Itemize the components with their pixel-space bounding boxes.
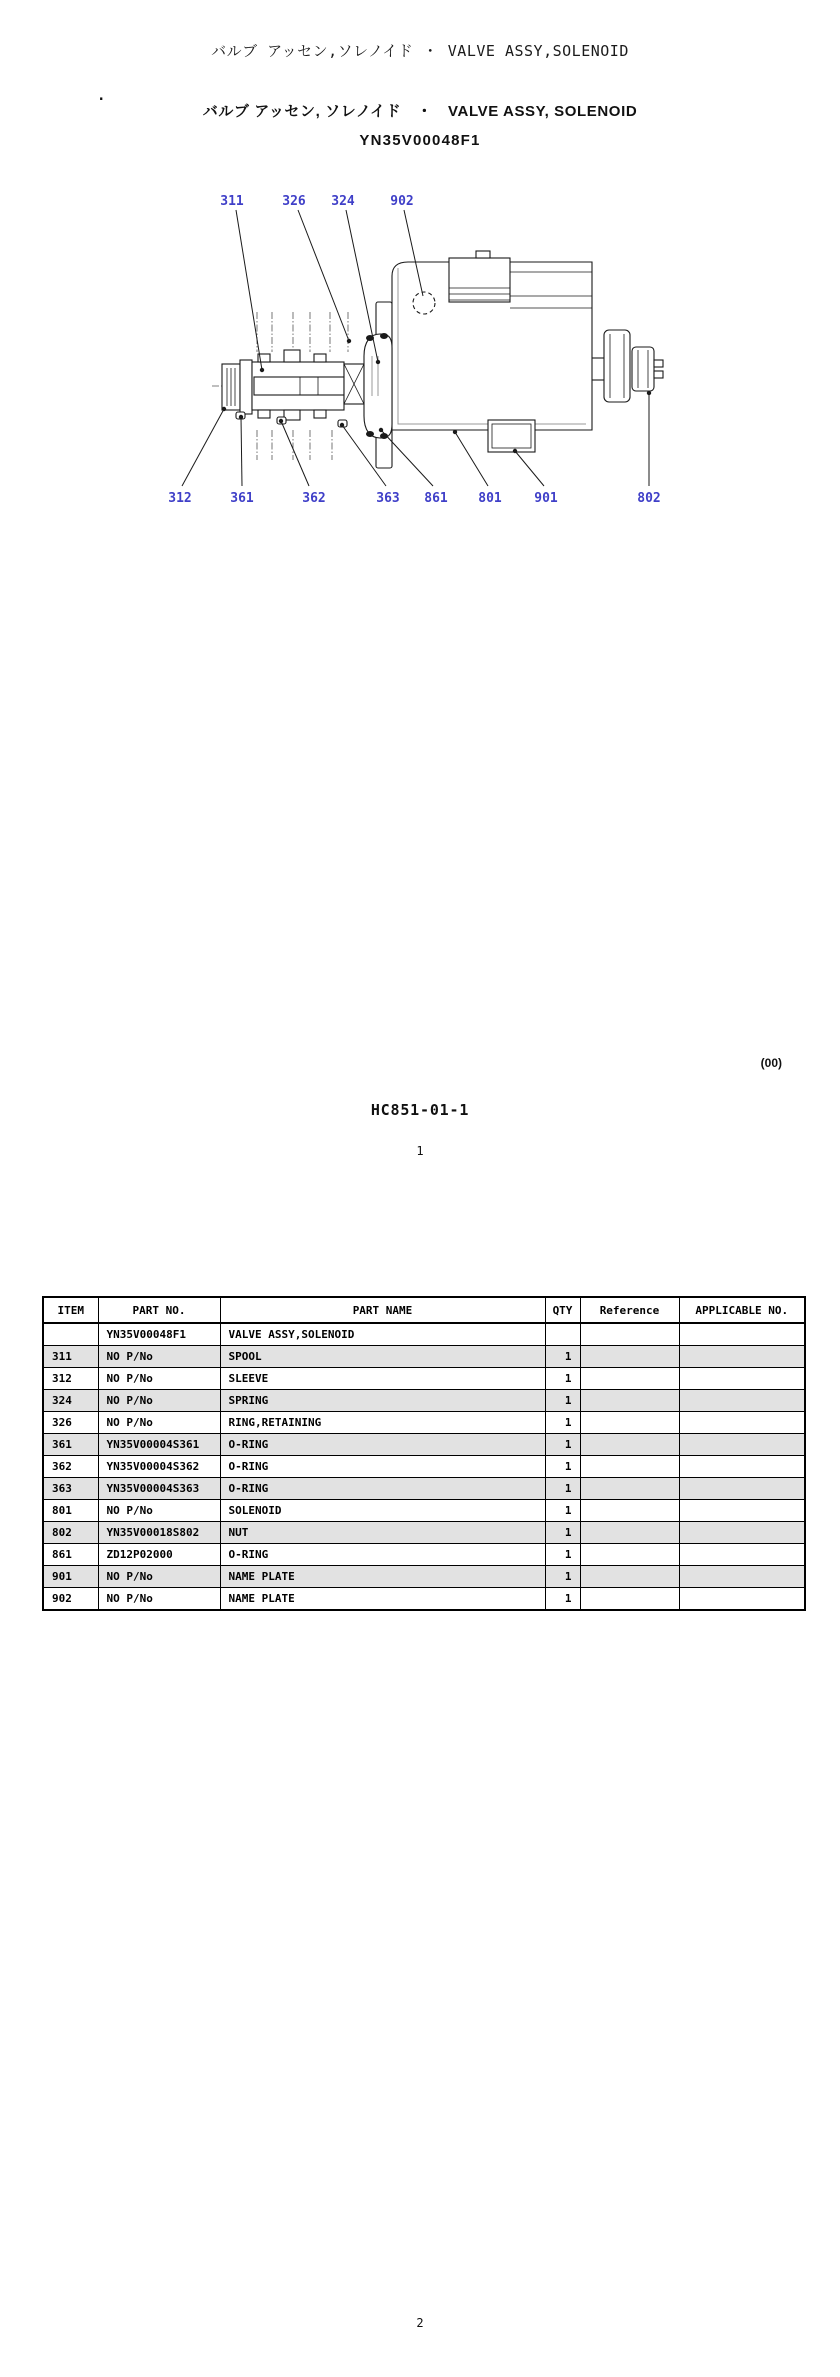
callout-902: 902 xyxy=(390,194,414,209)
table-row: 326 NO P/No RING,RETAINING 1 xyxy=(43,1412,805,1434)
page-subtitle: バルブ アッセン, ソレノイド ・ VALVE ASSY, SOLENOID xyxy=(202,103,638,120)
callout-801: 801 xyxy=(478,491,502,506)
hex-section xyxy=(604,330,630,402)
table-row: 801 NO P/No SOLENOID 1 xyxy=(43,1500,805,1522)
table-row: 361 YN35V00004S361 O-RING 1 xyxy=(43,1434,805,1456)
side-name-plate xyxy=(488,420,535,452)
col-applicable-no: APPLICABLE NO. xyxy=(679,1297,805,1323)
revision-code: (00) xyxy=(760,1056,782,1070)
sleeve-collar xyxy=(240,360,252,414)
callout-326: 326 xyxy=(282,194,306,209)
callout-311: 311 xyxy=(220,194,244,209)
table-row: 902 NO P/No NAME PLATE 1 xyxy=(43,1588,805,1611)
callout-312: 312 xyxy=(168,491,192,506)
parts-table xyxy=(42,1296,806,1611)
col-reference: Reference xyxy=(580,1297,679,1323)
table-row: 802 YN35V00018S802 NUT 1 xyxy=(43,1522,805,1544)
col-part-no: PART NO. xyxy=(98,1297,220,1323)
table-row: 362 YN35V00004S362 O-RING 1 xyxy=(43,1456,805,1478)
connector-block xyxy=(449,258,510,302)
callout-363: 363 xyxy=(376,491,400,506)
table-row: 324 NO P/No SPRING 1 xyxy=(43,1390,805,1412)
sheet-number: 1 xyxy=(416,1144,424,1158)
o-ring-861 xyxy=(366,431,374,437)
callout-362: 362 xyxy=(302,491,326,506)
spool xyxy=(254,377,344,395)
callout-861: 861 xyxy=(424,491,448,506)
table-header-row xyxy=(43,1297,805,1323)
table-row: 861 ZD12P02000 O-RING 1 xyxy=(43,1544,805,1566)
col-qty: QTY xyxy=(545,1297,580,1323)
nut xyxy=(632,347,654,391)
valve-assembly-diagram xyxy=(100,150,760,520)
page-title: バルブ アッセン,ソレノイド ・ VALVE ASSY,SOLENOID xyxy=(211,42,629,60)
callout-802: 802 xyxy=(637,491,661,506)
callout-361: 361 xyxy=(230,491,254,506)
stray-dot: . xyxy=(97,88,106,104)
page-number: 2 xyxy=(416,2316,424,2330)
table-row: 901 NO P/No NAME PLATE 1 xyxy=(43,1566,805,1588)
callout-324: 324 xyxy=(331,194,355,209)
round-name-plate xyxy=(413,292,435,314)
table-row: 363 YN35V00004S363 O-RING 1 xyxy=(43,1478,805,1500)
table-row: 312 NO P/No SLEEVE 1 xyxy=(43,1368,805,1390)
table-row: YN35V00048F1 VALVE ASSY,SOLENOID xyxy=(43,1323,805,1346)
connector-pin xyxy=(476,251,490,258)
table-row: 311 NO P/No SPOOL 1 xyxy=(43,1346,805,1368)
col-item: ITEM xyxy=(43,1297,98,1323)
figure-number: HC851-01-1 xyxy=(370,1101,470,1119)
col-part-name: PART NAME xyxy=(220,1297,545,1323)
callout-901: 901 xyxy=(534,491,558,506)
assembly-number: YN35V00048F1 xyxy=(359,132,481,149)
